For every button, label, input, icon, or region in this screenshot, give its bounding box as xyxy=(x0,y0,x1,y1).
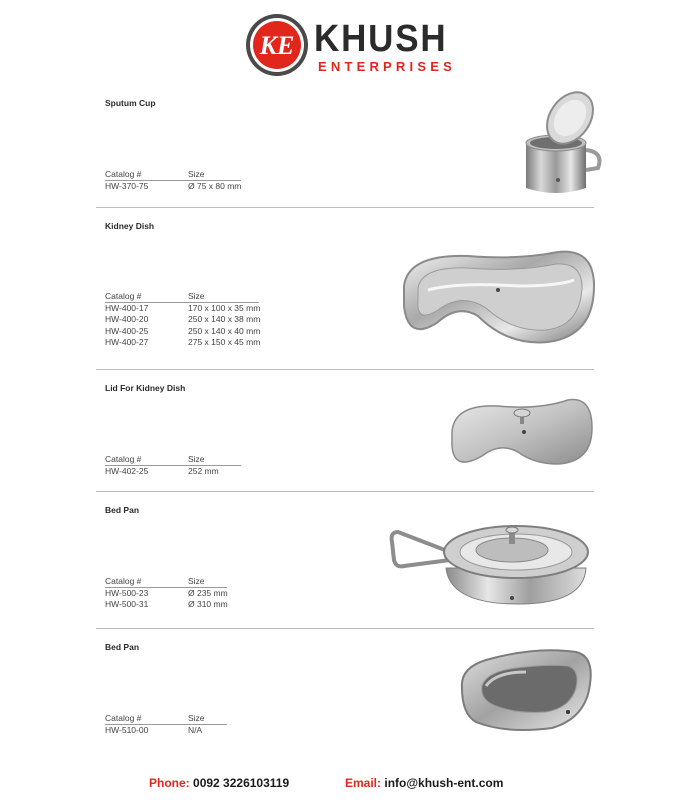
product-title: Sputum Cup xyxy=(105,98,156,108)
phone-label: Phone: xyxy=(149,776,190,790)
product-title: Bed Pan xyxy=(105,505,140,515)
logo-mark-text: KE xyxy=(259,31,295,60)
catalog-header: Catalog # xyxy=(105,454,142,464)
catalog-number: HW-500-31 xyxy=(105,599,149,610)
catalog-number: HW-400-25 xyxy=(105,325,149,336)
catalog-number: HW-400-20 xyxy=(105,314,149,325)
size-value: 250 x 140 x 40 mm xyxy=(188,325,261,336)
email-label: Email: xyxy=(345,776,382,790)
brand-name: KHUSH xyxy=(314,18,448,60)
round-bed-pan-image xyxy=(388,512,596,612)
size-header: Size xyxy=(188,169,205,179)
kidney-dish-image xyxy=(398,246,598,354)
catalog-header: Catalog # xyxy=(105,291,142,301)
ke-logo-icon xyxy=(244,12,310,78)
catalog-number: HW-402-25 xyxy=(105,466,149,476)
size-value: 275 x 150 x 45 mm xyxy=(188,336,261,347)
size-value: N/A xyxy=(188,725,203,735)
kidney-dish-lid-image xyxy=(448,392,596,470)
size-header: Size xyxy=(188,454,205,464)
size-header: Size xyxy=(188,576,205,586)
product-title: Kidney Dish xyxy=(105,221,155,231)
catalog-number: HW-500-23 xyxy=(105,588,149,598)
section-divider xyxy=(96,207,594,208)
section-divider xyxy=(96,369,594,370)
slipper-bed-pan-image xyxy=(456,642,596,734)
catalog-number: HW-370-75 xyxy=(105,181,149,191)
size-value: 170 x 100 x 35 mm xyxy=(188,303,261,313)
size-value: Ø 310 mm xyxy=(188,599,228,610)
catalog-header: Catalog # xyxy=(105,576,142,586)
contact-footer xyxy=(0,776,689,790)
catalog-number: HW-510-00 xyxy=(105,725,149,735)
size-value: 250 x 140 x 38 mm xyxy=(188,314,261,325)
product-title: Bed Pan xyxy=(105,642,140,652)
phone-number[interactable]: 0092 3226103119 xyxy=(193,776,290,790)
brand-logo xyxy=(244,12,454,78)
size-header: Size xyxy=(188,291,205,301)
section-divider xyxy=(96,628,594,629)
catalog-header: Catalog # xyxy=(105,169,142,179)
brand-subtitle: ENTERPRISES xyxy=(318,59,456,74)
catalog-header: Catalog # xyxy=(105,713,142,723)
size-header: Size xyxy=(188,713,205,723)
phone-contact xyxy=(149,776,289,790)
size-value: 252 mm xyxy=(188,466,219,476)
catalog-number: HW-400-27 xyxy=(105,336,149,347)
email-address[interactable]: info@khush-ent.com xyxy=(384,776,504,790)
email-contact xyxy=(345,776,503,790)
section-divider xyxy=(96,491,594,492)
product-title: Lid For Kidney Dish xyxy=(105,383,186,393)
size-value: Ø 75 x 80 mm xyxy=(188,181,242,191)
sputum-cup-image xyxy=(508,88,610,198)
size-value: Ø 235 mm xyxy=(188,588,228,598)
catalog-number: HW-400-17 xyxy=(105,303,149,313)
